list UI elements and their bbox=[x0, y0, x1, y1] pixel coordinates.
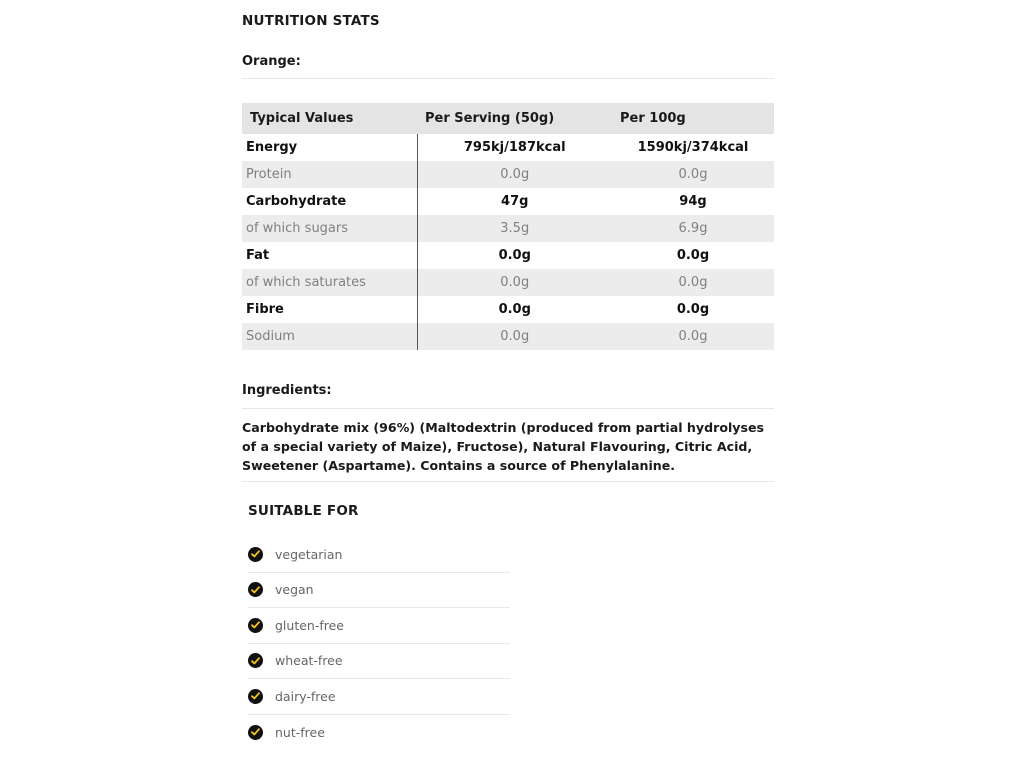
per-serving-value: 0.0g bbox=[417, 161, 612, 188]
per-100g-value: 6.9g bbox=[612, 215, 774, 242]
divider bbox=[242, 408, 774, 409]
per-serving-value: 47g bbox=[417, 188, 612, 215]
nutrition-row bbox=[242, 134, 774, 161]
nutrition-row bbox=[242, 242, 774, 269]
per-100g-value: 0.0g bbox=[612, 269, 774, 296]
nutrient-label: Sodium bbox=[242, 323, 417, 350]
per-serving-value: 0.0g bbox=[417, 296, 612, 323]
check-circle-icon bbox=[248, 689, 263, 704]
nutrient-label: Protein bbox=[242, 161, 417, 188]
per-serving-value: 0.0g bbox=[417, 242, 612, 269]
check-circle-icon bbox=[248, 653, 263, 668]
suitable-item bbox=[248, 644, 510, 680]
nutrition-header-row bbox=[242, 103, 774, 134]
suitable-item bbox=[248, 537, 510, 573]
nutrition-row bbox=[242, 323, 774, 350]
nutrient-label: Fat bbox=[242, 242, 417, 269]
header-typical-values: Typical Values bbox=[242, 103, 417, 134]
header-per-serving: Per Serving (50g) bbox=[417, 103, 612, 134]
check-circle-icon bbox=[248, 725, 263, 740]
nutrition-row bbox=[242, 296, 774, 323]
check-circle-icon bbox=[248, 547, 263, 562]
nutrition-stats-title: NUTRITION STATS bbox=[242, 13, 380, 29]
per-serving-value: 795kj/187kcal bbox=[417, 134, 612, 161]
suitable-for-title: SUITABLE FOR bbox=[248, 503, 359, 519]
divider bbox=[242, 481, 774, 482]
suitable-for-list bbox=[248, 537, 510, 750]
flavour-label: Orange: bbox=[242, 54, 301, 69]
suitable-item-label: dairy-free bbox=[275, 688, 336, 704]
suitable-item-label: nut-free bbox=[275, 724, 325, 740]
suitable-item-label: gluten-free bbox=[275, 617, 345, 633]
ingredients-title: Ingredients: bbox=[242, 383, 332, 398]
per-serving-value: 3.5g bbox=[417, 215, 612, 242]
nutrient-label: Fibre bbox=[242, 296, 417, 323]
suitable-item-label: vegan bbox=[275, 582, 314, 598]
divider bbox=[242, 78, 774, 79]
nutrient-label: Carbohydrate bbox=[242, 188, 417, 215]
suitable-item bbox=[248, 715, 510, 751]
nutrition-row bbox=[242, 269, 774, 296]
nutrition-row bbox=[242, 188, 774, 215]
header-per-100g: Per 100g bbox=[612, 103, 774, 134]
suitable-item bbox=[248, 679, 510, 715]
nutrient-label: Energy bbox=[242, 134, 417, 161]
per-100g-value: 0.0g bbox=[612, 323, 774, 350]
nutrition-row bbox=[242, 215, 774, 242]
suitable-item-label: vegetarian bbox=[275, 546, 343, 562]
suitable-item bbox=[248, 608, 510, 644]
nutrition-row bbox=[242, 161, 774, 188]
nutrient-label: of which saturates bbox=[242, 269, 417, 296]
per-100g-value: 1590kj/374kcal bbox=[612, 134, 774, 161]
per-100g-value: 0.0g bbox=[612, 242, 774, 269]
suitable-item-label: wheat-free bbox=[275, 653, 343, 669]
per-100g-value: 94g bbox=[612, 188, 774, 215]
check-circle-icon bbox=[248, 582, 263, 597]
suitable-item bbox=[248, 573, 510, 609]
per-100g-value: 0.0g bbox=[612, 161, 774, 188]
nutrient-label: of which sugars bbox=[242, 215, 417, 242]
check-circle-icon bbox=[248, 618, 263, 633]
nutrition-table bbox=[242, 103, 774, 350]
ingredients-text: Carbohydrate mix (96%) (Maltodextrin (produced from partial hydrolyses of a special variety of Maize), Fructose), Natural Flavouring, Citric Acid, Sweetener (Aspartame). Contains a source of Phenylalanine. bbox=[242, 420, 765, 473]
per-serving-value: 0.0g bbox=[417, 269, 612, 296]
per-serving-value: 0.0g bbox=[417, 323, 612, 350]
per-100g-value: 0.0g bbox=[612, 296, 774, 323]
